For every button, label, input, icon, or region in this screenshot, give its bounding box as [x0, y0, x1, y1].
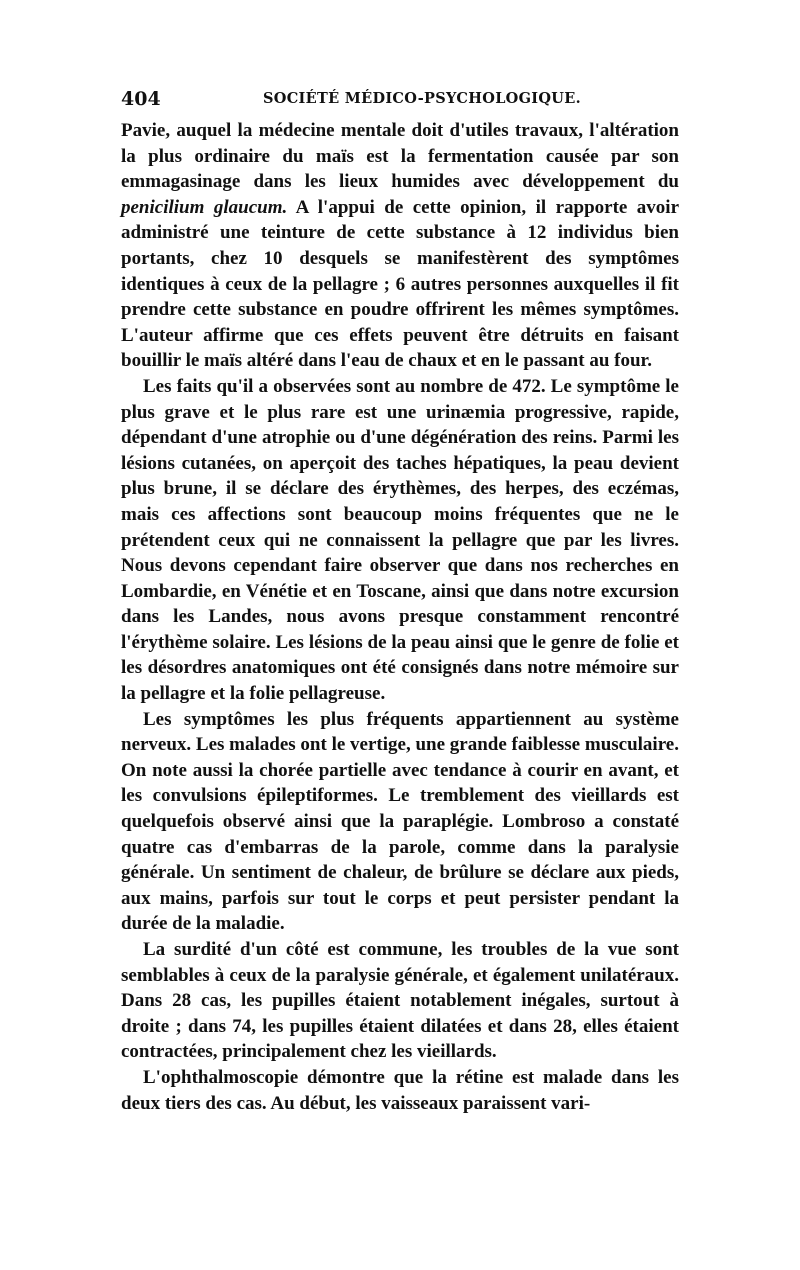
paragraph-1-text-before: Pavie, auquel la médecine mentale doit d'utiles travaux, l'altération la plus ordinaire du maïs est la fermentation causée par son emmagasinage dans les lieux humides avec développement du [121, 120, 679, 193]
journal-title: SOCIÉTÉ MÉDICO-PSYCHOLOGIQUE. [263, 90, 581, 107]
paragraph-5: L'ophthalmoscopie démontre que la rétine est malade dans les deux tiers des cas. Au début, les vaisseaux paraissent vari- [121, 1066, 679, 1114]
paragraph-2: Les faits qu'il a observées sont au nombre de 472. Le symptôme le plus grave et le plus rare est une urinæmia progressive, rapide, dépendant d'une atrophie ou d'une dégénération des reins. Parmi les lésions cutanées, on aperçoit des taches hépatiques, la peau devient plus brune, il se déclare des érythèmes, des herpes, des eczémas, mais ces affections sont beaucoup moins fréquentes que ne le prétendent ceux qui ne connaissent la pellagre que par les livres. Nous devons cependant faire observer que dans nos recherches en Lombardie, en Vénétie et en Toscane, ainsi que dans notre excursion dans les Landes, nous avons presque constamment rencontré l'érythème solaire. Les lésions de la peau ainsi que le genre de folie et les désordres anatomiques ont été consignés dans notre mémoire sur la pellagre et la folie pellagreuse. [121, 375, 679, 705]
paragraph-1-text-after: A l'appui de cette opinion, il rapporte avoir administré une teinture de cette substance à 12 individus bien portants, chez 10 desquels se manifestèrent des symptômes identiques à ceux de la pellagre ; 6 autres personnes auxquelles il fit prendre cette substance en poudre offrirent les mêmes symptômes. L'auteur affirme que ces effets peuvent être détruits en faisant bouillir le maïs altéré dans l'eau de chaux et en le passant au four. [121, 196, 679, 372]
page-number: 404 [121, 88, 161, 110]
body-text [121, 118, 679, 1116]
running-head [121, 88, 679, 118]
book-page [121, 88, 679, 1116]
paragraph-4: La surdité d'un côté est commune, les troubles de la vue sont semblables à ceux de la paralysie générale, et également unilatéraux. Dans 28 cas, les pupilles étaient notablement inégales, surtout à droite ; dans 74, les pupilles étaient dilatées et dans 28, elles étaient contractées, principalement chez les vieillards. [121, 939, 679, 1063]
paragraph-1-italic-term: penicilium glaucum. [121, 196, 288, 218]
paragraph-1 [121, 118, 679, 374]
paragraph-3: Les symptômes les plus fréquents appartiennent au système nerveux. Les malades ont le vertige, une grande faiblesse musculaire. On note aussi la chorée partielle avec tendance à courir en avant, et les convulsions épileptiformes. Le tremblement des vieillards est quelquefois observé ainsi que la paraplégie. Lombroso a constaté quatre cas d'embarras de la parole, comme dans la paralysie générale. Un sentiment de chaleur, de brûlure se déclare aux pieds, aux mains, parfois sur tout le corps et peut persister pendant la durée de la maladie. [121, 708, 679, 935]
